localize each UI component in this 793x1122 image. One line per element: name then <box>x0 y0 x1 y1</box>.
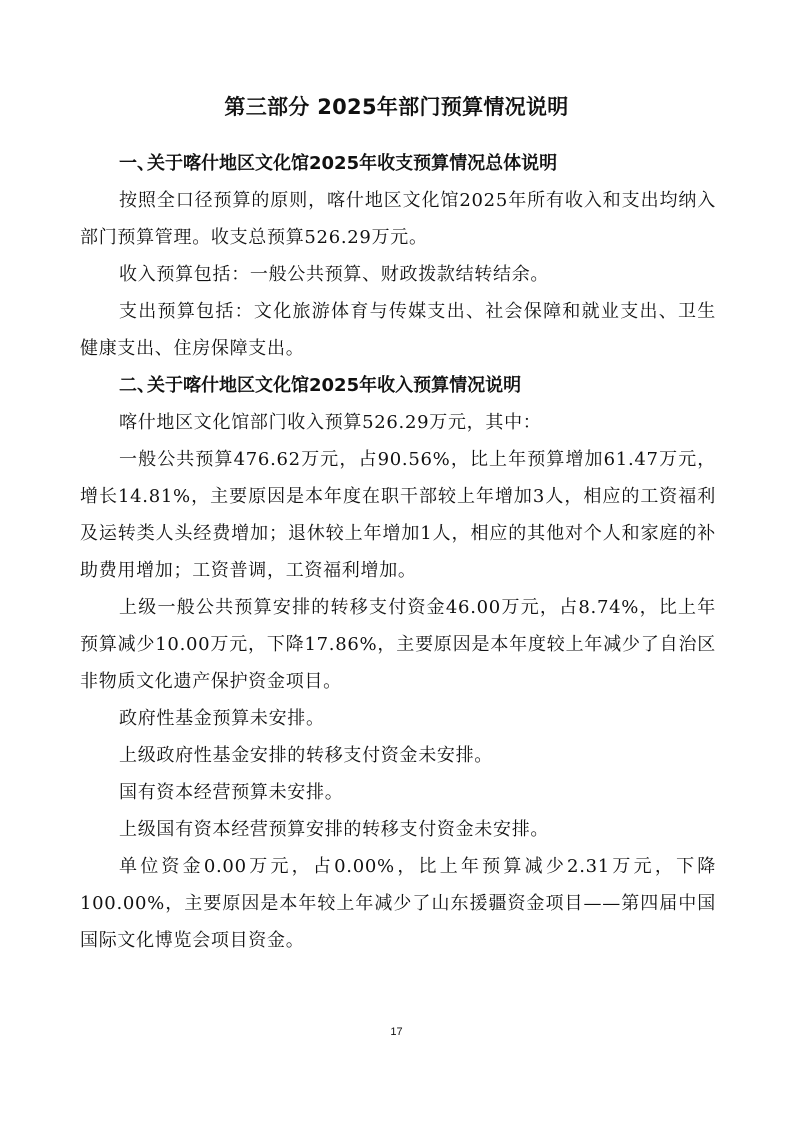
paragraph-general-public-budget: 一般公共预算476.62万元，占90.56%，比上年预算增加61.47万元，增长14.81%，主要原因是本年度在职干部较上年增加3人，相应的工资福利及运转类人头经费增加；退休较上年增加1人，相应的其他对个人和家庭的补助费用增加；工资普调，工资福利增加。 <box>80 449 716 581</box>
paragraph-state-capital: 国有资本经营预算未安排。 <box>119 782 344 803</box>
section-heading-2 <box>80 372 720 400</box>
page-number: 17 <box>390 1026 403 1038</box>
paragraph-state-capital-transfer: 上级国有资本经营预算安排的转移支付资金未安排。 <box>119 819 550 840</box>
paragraph-government-fund: 政府性基金预算未安排。 <box>119 708 325 729</box>
page-title: 第三部分 2025年部门预算情况说明 <box>224 95 569 119</box>
section-number-1: 一、 <box>119 153 155 174</box>
section-heading-text-2: 关于喀什地区文化馆2025年收入预算情况说明 <box>147 375 522 396</box>
paragraph-expense-scope: 支出预算包括：文化旅游体育与传媒支出、社会保障和就业支出、卫生健康支出、住房保障支出。 <box>80 301 716 359</box>
paragraph-income-scope: 收入预算包括：一般公共预算、财政拨款结转结余。 <box>119 264 550 285</box>
section-heading-text-1: 关于喀什地区文化馆2025年收支预算情况总体说明 <box>147 153 558 174</box>
paragraph-transfer-payment: 上级一般公共预算安排的转移支付资金46.00万元，占8.74%，比上年预算减少10.00万元，下降17.86%，主要原因是本年度较上年减少了自治区非物质文化遗产保护资金项目。 <box>80 597 716 692</box>
paragraph-government-fund-transfer: 上级政府性基金安排的转移支付资金未安排。 <box>119 745 493 766</box>
section-heading-1 <box>80 150 720 178</box>
paragraph-unit-funds: 单位资金0.00万元，占0.00%，比上年预算减少2.31万元，下降100.00%，主要原因是本年较上年减少了山东援疆资金项目——第四届中国国际文化博览会项目资金。 <box>80 856 716 951</box>
section-number-2: 二、 <box>119 375 155 396</box>
paragraph-total-budget: 按照全口径预算的原则，喀什地区文化馆2025年所有收入和支出均纳入部门预算管理。收支总预算526.29万元。 <box>80 190 716 248</box>
paragraph-income-total: 喀什地区文化馆部门收入预算526.29万元，其中： <box>119 412 542 433</box>
